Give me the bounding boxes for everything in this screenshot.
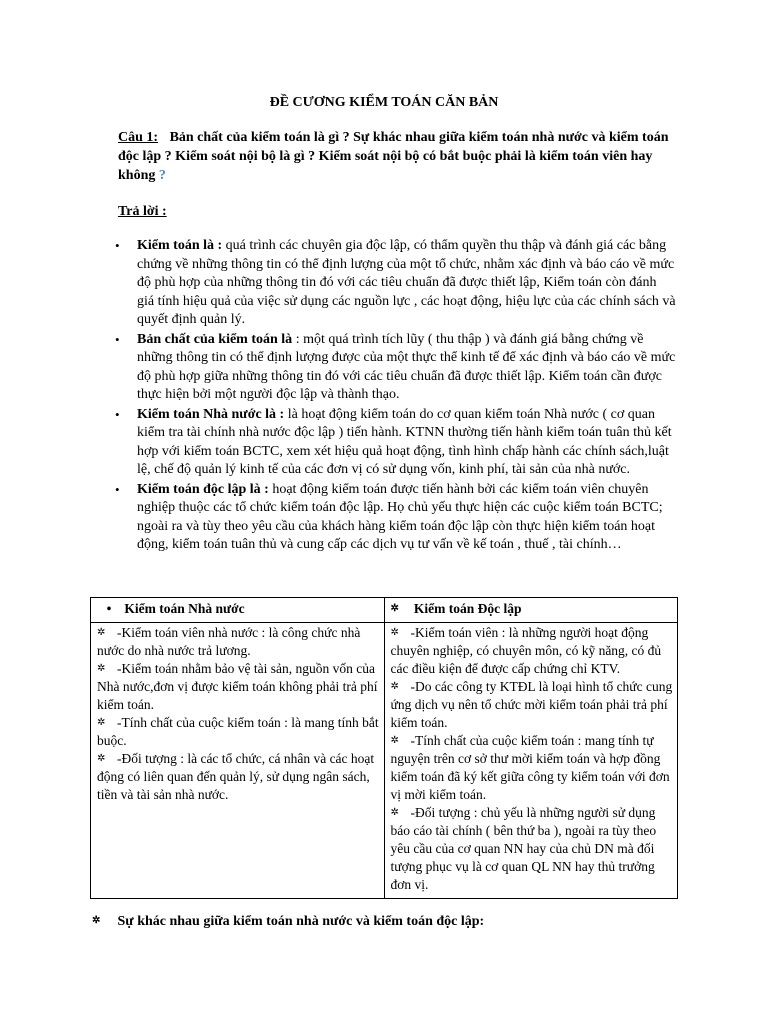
question-mark: ? [158,168,166,183]
star-bullet-icon: ✲ [390,627,399,638]
section-heading-text: Sự khác nhau giữa kiểm toán nhà nước và kiểm toán độc lập: [117,914,485,929]
cell-item [391,732,674,804]
definition-list [115,237,677,556]
definition-text: là hoạt động kiểm toán do cơ quan kiểm toán Nhà nước ( cơ quan kiểm tra tài chính nhà nước độc lập ) tiến hành. KTNN thường tiến hành kiểm toán tuân thủ kết hợp với kiểm toán BCTC, xem xét hiệu quả hoạt động, tình hình chấp hành các chính sách,luật lệ, chế độ quản lý kinh tế của các đơn vị có sử dụng vốn, kinh phí, tài sản của nhà nước. [137,406,672,477]
question-1 [118,128,678,185]
star-bullet-icon: ✲ [97,627,106,638]
star-bullet-icon: ✲ [92,915,101,926]
cell-item [391,804,674,894]
cell-item-text: -Do các công ty KTĐL là loại hình tổ chức cung ứng dịch vụ nên tổ chức mời kiểm toán phải trả phí kiểm toán. [390,679,673,730]
table-header-independent-audit [384,598,678,623]
definition-item [115,237,677,330]
cell-item [97,714,380,750]
star-bullet-icon: ✲ [390,603,399,614]
cell-item-text: -Kiểm toán viên : là những người hoạt động chuyên nghiệp, có chuyên môn, có kỹ năng, có đủ các điều kiện để được cấp chứng chỉ KTV. [390,625,662,676]
cell-item [97,624,380,660]
star-bullet-icon: ✲ [390,735,399,746]
definition-term: Kiểm toán độc lập là : [137,481,269,497]
definition-text: hoạt động kiểm toán được tiến hành bởi các kiểm toán viên chuyên nghiệp thuộc các tổ chức kiểm toán độc lập. Họ chủ yếu thực hiện các cuộc kiểm toán BCTC; ngoài ra và tùy theo yêu cầu của khách hàng kiểm toán độc lập còn thực hiện kiểm toán hoạt động, kiểm toán tuân thủ và cung cấp các dịch vụ tư vấn về kế toán , thuế , tài chính… [137,481,663,552]
bullet-icon: • [115,238,120,253]
table-cell-state-audit [91,623,385,899]
definition-item [115,331,677,405]
cell-item-text: -Kiểm toán viên nhà nước : là công chức nhà nước do nhà nước trả lương. [97,625,361,658]
cell-item [97,750,380,804]
document-title: ĐỀ CƯƠNG KIỂM TOÁN CĂN BẢN [269,95,499,110]
section-heading [92,912,484,932]
bullet-icon: • [115,331,120,347]
table-row [91,623,678,899]
definition-item [115,481,677,555]
star-bullet-icon: ✲ [97,753,106,764]
header-label: Kiểm toán Nhà nước [124,601,245,616]
definition-text: : một quá trình tích lũy ( thu thập ) và đánh giá bằng chứng về những thông tin có thể định lượng được của một thực thể kinh tế để xác định và báo cáo về mức độ phù hợp giữa những thông tin đó với các tiêu chuẩn đã được thiết lập. Kiểm toán cần được thực hiện bởi một người độc lập và thành thạo. [137,331,676,402]
cell-item [97,660,380,714]
cell-item-text: -Tính chất của cuộc kiểm toán : mang tính tự nguyện trên cơ sở thư mời kiểm toán và hợp đồng kiểm toán đã ký kết giữa công ty kiểm toán với đơn vị mời kiểm toán. [390,733,670,802]
cell-item-text: -Đối tượng : chủ yếu là những người sử dụng báo cáo tài chính ( bên thứ ba ), ngoài ra tùy theo yêu cầu của cơ quan NN hay của chủ DN mà đối tượng phục vụ là cơ quan QL NN hay thủ trưởng đơn vị. [390,805,657,892]
question-text: Bản chất của kiểm toán là gì ? Sự khác nhau giữa kiểm toán nhà nước và kiểm toán độc lập ? Kiểm soát nội bộ là gì ? Kiểm soát nội bộ có bắt buộc phải là kiểm toán viên hay không [118,130,669,183]
cell-item-text: -Tính chất của cuộc kiểm toán : là mang tính bắt buộc. [97,715,379,748]
cell-item-text: -Kiểm toán nhằm bảo vệ tài sản, nguồn vốn của Nhà nước,đơn vị được kiểm toán không phải trả phí kiểm toán. [97,661,378,712]
table-header-row [91,598,678,623]
bullet-icon: • [115,481,120,497]
table-cell-independent-audit [384,623,678,899]
header-label: Kiểm toán Độc lập [413,601,522,616]
bullet-icon: • [115,406,120,422]
definition-term: Bản chất của kiểm toán là [137,331,293,347]
cell-item [391,678,674,732]
cell-item-text: -Đối tượng : là các tổ chức, cá nhân và các hoạt động có liên quan đến quản lý, sử dụng ngân sách, tiền và tài sản nhà nước. [97,751,375,802]
answer-label: Trả lời : [118,204,167,219]
definition-term: Kiểm toán Nhà nước là : [137,406,285,422]
cell-item [391,624,674,678]
table-header-state-audit [91,598,385,623]
star-bullet-icon: ✲ [390,807,399,818]
bullet-icon: • [106,601,112,616]
definition-item [115,406,677,480]
star-bullet-icon: ✲ [97,663,106,674]
comparison-table [90,597,678,899]
star-bullet-icon: ✲ [97,717,106,728]
definition-term: Kiểm toán là : [137,238,223,253]
question-label: Câu 1: [118,130,159,145]
star-bullet-icon: ✲ [390,681,399,692]
definition-text: quá trình các chuyên gia độc lập, có thẩm quyền thu thập và đánh giá các bằng chứng về những thông tin có thể định lượng của một tổ chức, nhằm xác định và báo cáo về mức độ phù hợp của những thông tin đó với các tiêu chuẩn đã được thiết lập, Kiểm toán còn đánh giá tính hiệu quả của việc sử dụng các nguồn lực , các hoạt động, hiệu lực của các chính sách và quyết định quản lý. [137,238,676,327]
